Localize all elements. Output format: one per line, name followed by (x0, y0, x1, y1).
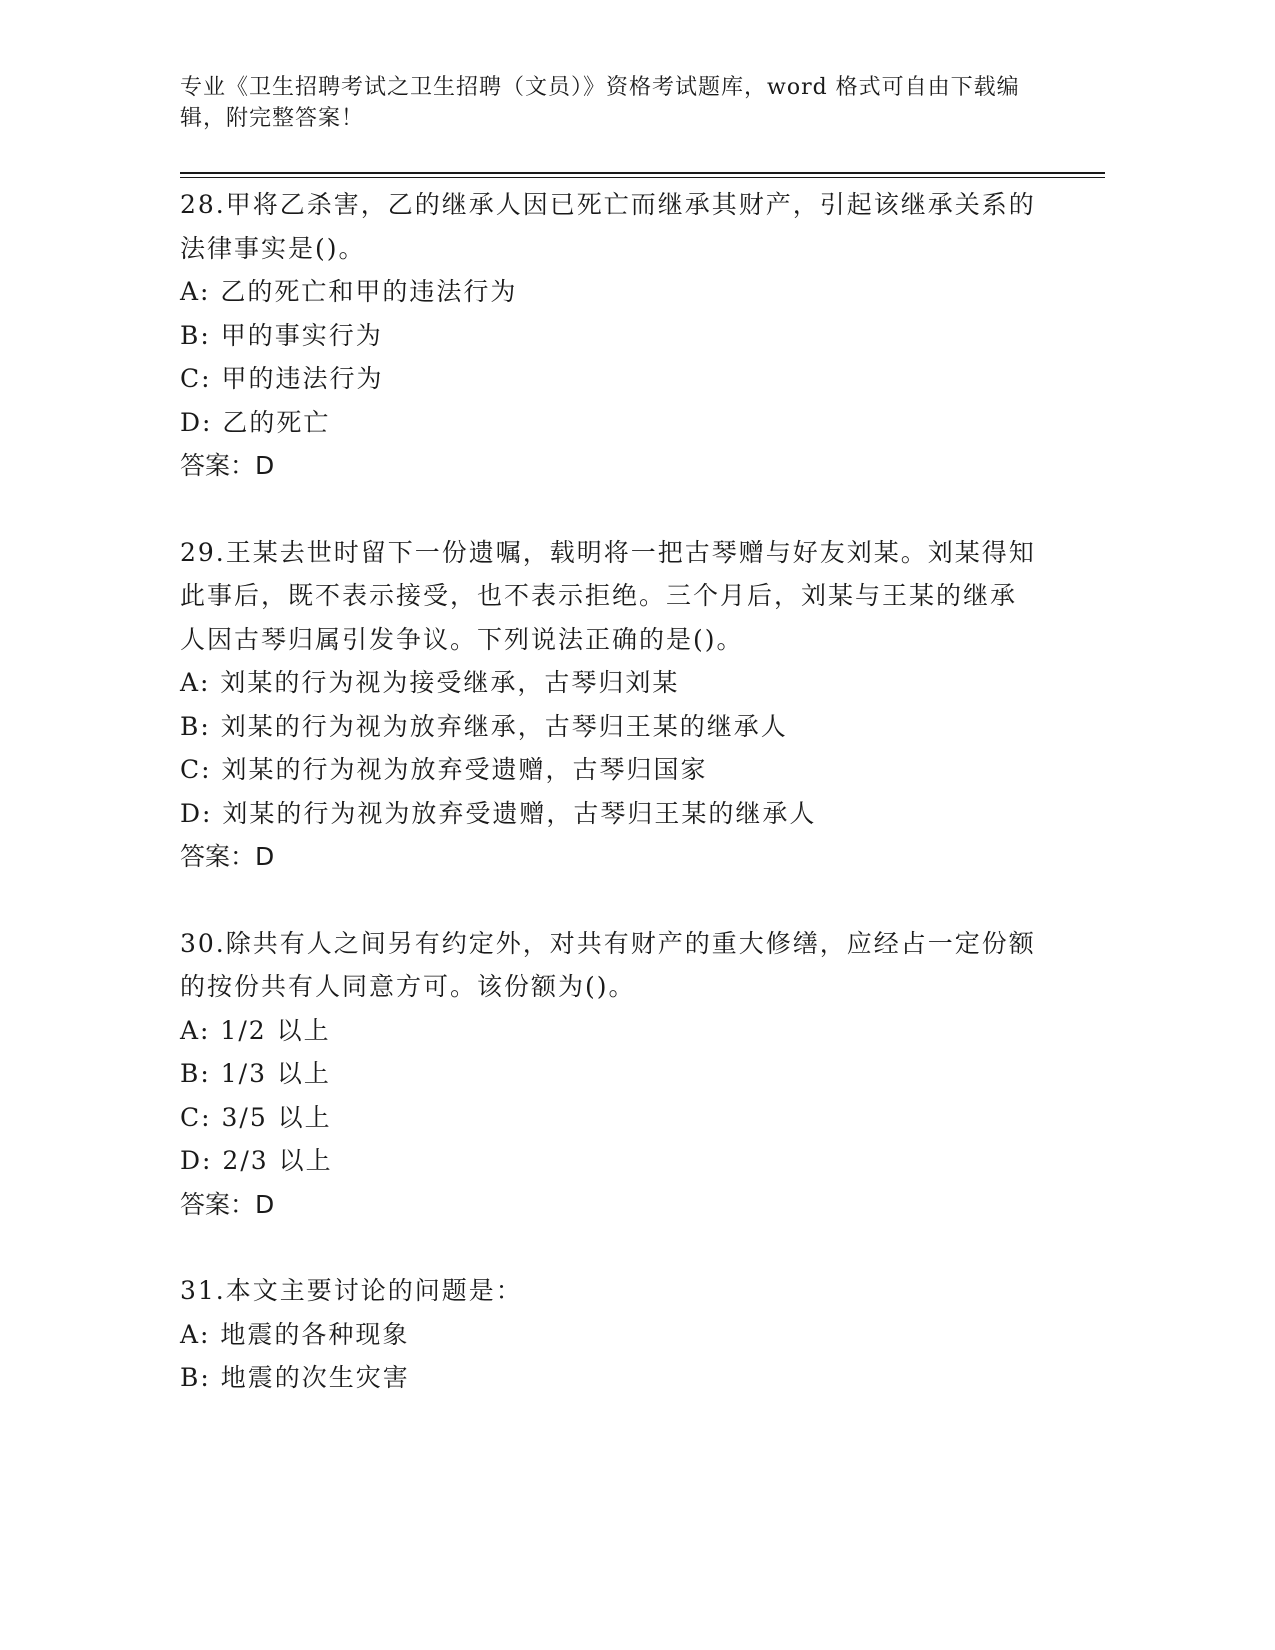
option-c: C: 3/5 以上 (180, 1102, 332, 1132)
option-a: A: 地震的各种现象 (180, 1319, 410, 1349)
option-c: C: 刘某的行为视为放弃受遗赠，古琴归国家 (180, 755, 708, 784)
option-d: D: 乙的死亡 (180, 407, 331, 437)
option-a: A: 刘某的行为视为接受继承，古琴归刘某 (180, 668, 680, 697)
option-a: A: 乙的死亡和甲的违法行为 (180, 277, 518, 306)
question-30 (180, 922, 1040, 1227)
question-list (180, 183, 1040, 1443)
question-stem: 31.本文主要讨论的问题是： (180, 1276, 523, 1305)
option-b: B: 地震的次生灾害 (180, 1363, 410, 1392)
option-b: B: 1/3 以上 (180, 1059, 331, 1088)
option-b: B: 甲的事实行为 (180, 320, 383, 350)
option-a: A: 1/2 以上 (180, 1015, 331, 1045)
header-divider-thick (180, 172, 1105, 174)
option-d: D: 刘某的行为视为放弃受遗赠，古琴归王某的继承人 (180, 798, 817, 828)
answer-line: 答案：D (180, 1189, 275, 1219)
answer-line: 答案：D (180, 451, 275, 480)
document-header: 专业《卫生招聘考试之卫生招聘（文员）》资格考试题库，word 格式可自由下载编辑，附完整答案！ (180, 75, 1020, 131)
option-c: C: 甲的违法行为 (180, 364, 384, 393)
option-d: D: 2/3 以上 (180, 1146, 333, 1175)
question-stem: 28.甲将乙杀害，乙的继承人因已死亡而继承其财产，引起该继承关系的法律事实是()。 (180, 190, 1036, 263)
question-stem: 29.王某去世时留下一份遗嘱，载明将一把古琴赠与好友刘某。刘某得知此事后，既不表示接受，也不表示拒绝。三个月后，刘某与王某的继承人因古琴归属引发争议。下列说法正确的是()。 (180, 537, 1036, 654)
question-28 (180, 183, 1040, 488)
question-31 (180, 1269, 1040, 1400)
answer-line: 答案：D (180, 842, 275, 871)
header-divider-thin (180, 177, 1105, 178)
question-stem: 30.除共有人之间另有约定外，对共有财产的重大修缮，应经占一定份额的按份共有人同意方可。该份额为()。 (180, 928, 1036, 1001)
question-29 (180, 531, 1040, 879)
option-b: B: 刘某的行为视为放弃继承，古琴归王某的继承人 (180, 711, 788, 741)
